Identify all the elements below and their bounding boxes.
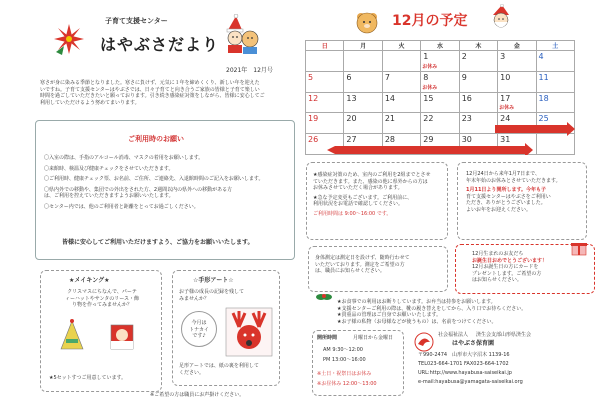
day-number: 12 [308, 93, 319, 103]
santa-icon [488, 4, 514, 34]
measure-line: 身体測定は測定日を設けず、随時行わせて [315, 255, 410, 261]
reindeer-handprint-icon [225, 307, 273, 357]
intro-line: 利用していただけるよう努めてまいります。 [40, 99, 140, 106]
note-line: ★貴重品の管理はご自身でお願いいたします。 [337, 312, 442, 319]
day-number: 30 [461, 135, 472, 145]
day-number: 20 [346, 114, 357, 124]
notice-closing: 皆様に安心してご利用いただけますよう、ご協力をお願いいたします。 [62, 239, 254, 246]
handart-title: ☆手形アート☆ [193, 277, 234, 284]
day-number: 27 [346, 135, 357, 145]
info-box [306, 162, 448, 240]
notice-item: 〇来館時、検温及び健康チェックをさせていただきます。 [44, 165, 174, 172]
hours-title: 開所時間 [317, 335, 338, 341]
calendar-title: 12月の予定 [392, 13, 468, 29]
closure-arrows [305, 50, 575, 155]
bubble-line: 今月は [191, 320, 207, 326]
holiday-label: お休み [422, 63, 438, 70]
notice-item: 〇ご利用時、健康チェック票、お名前、ご住所、ご連絡先、入退館時間のご記入をお願いします。 [44, 176, 264, 183]
handart-line: お子様の成長の記録を残して [179, 289, 245, 295]
birthday-line: 12月生まれのお友だち [472, 251, 524, 257]
notice-title: ご利用時のお願い [128, 135, 184, 143]
note-line: ★お食事での利用はお断りしています。お弁当は持参をお願いします。 [337, 299, 496, 305]
day-number: 21 [384, 114, 396, 124]
year-end-box [457, 162, 587, 240]
day-number: 11 [538, 72, 549, 82]
santa-ornament-icon [105, 321, 139, 353]
meiking-box [40, 270, 162, 392]
hours-note: ※お昼休み 12:00～13:00 [317, 381, 377, 387]
day-number: 9 [461, 72, 467, 82]
weekday-header: 水 [421, 41, 459, 51]
year-end-line: 年末年始のお休みとさせていただきます。 [466, 177, 561, 184]
weekday-header: 金 [498, 41, 536, 51]
hours-pm: PM 13:00～16:00 [323, 357, 366, 363]
day-number: 28 [384, 135, 396, 145]
info-line: 利用状況をお電話で確認してください。 [313, 201, 404, 208]
info-line: お休みさせていただく場合があります。 [313, 185, 403, 192]
weekday-header: 火 [382, 41, 420, 51]
poinsettia-icon [52, 22, 86, 56]
footer-address: 〒990-2474 山形市大字沼木 1139-16 [418, 352, 510, 358]
intro-line: いですね。子育て支援センターはやぶさでは、日々子育てと向き合うご家族の皆様と子育て楽しい [40, 86, 260, 93]
note-line: ★支援センターご利用の際は、靴の履き替えをしてから、入り口でお待ちください。 [337, 305, 527, 312]
info-line: ご利用時間は 9:00～16:00 です。 [313, 210, 392, 217]
day-number: 19 [308, 114, 319, 124]
issue-date: 2021年 12月号 [226, 67, 273, 74]
day-number: 1 [423, 52, 429, 61]
year-end-line: ただき、ありがとうございました。 [466, 200, 546, 207]
birthday-line: はお知らせください。 [472, 277, 522, 284]
day-number: 24 [500, 114, 511, 124]
intro-line: 寒さが身に染みる季節となりました。寒さに負けず、元気に１年を締めくくり、新しい年を迎えた [40, 80, 260, 86]
footer-url[interactable]: URL:http://www.hayabusa-saiseikai.jp [418, 370, 512, 376]
footer-email[interactable]: e-mail:hayabusa@yamagata-saiseikai.org [418, 379, 523, 385]
weekday-header: 木 [459, 41, 497, 51]
weekday-header: 土 [536, 41, 574, 51]
notice-item: は、ご利用を控えていただきますようお願いいたします。 [44, 193, 174, 200]
day-number: 23 [461, 114, 472, 124]
usage-notes [337, 299, 597, 325]
weekday-header: 日 [306, 41, 344, 51]
meiking-title: ★メイキング★ [69, 277, 110, 284]
meiking-line: り物を作ってみませんか？ [71, 302, 132, 309]
day-number: 29 [423, 135, 434, 145]
day-number: 6 [346, 72, 352, 82]
footer-tel: TEL023-664-1701 FAX023-664-1702 [418, 361, 509, 367]
newsletter-title: はやぶさだより [100, 35, 220, 54]
year-end-line: 12月24日から来年1月7日まで、 [466, 171, 540, 177]
year-end-line: 育て支援センターはやぶさをご利用い [466, 193, 551, 200]
notice-box [35, 120, 295, 260]
birthday-line: 12月お誕生日の方にカードを [472, 264, 539, 271]
measurement-box [308, 246, 448, 292]
hours-am: AM 9:30～12:00 [323, 347, 363, 353]
info-line: ★急な予定変更もございます。ご利用前に、 [313, 194, 413, 201]
party-hat-icon [57, 319, 87, 353]
holiday-label: お休み [422, 84, 438, 91]
birthday-line: プレゼントします。ご希望の方 [472, 270, 542, 277]
notice-item: 〇センター内では、他のご利用者と距離をとってお過ごしください。 [44, 203, 199, 210]
meiking-footer: ★5セットすつご用意しています。 [49, 375, 127, 381]
footer-org1: 社会福祉法人 [438, 332, 469, 338]
measure-line: いただいております。測定をご希望の方 [315, 261, 405, 268]
day-number: 5 [308, 72, 314, 82]
meiking-line: ィーハットやサンタのリース・飾 [64, 295, 140, 302]
org-name: 子育て支援センター [105, 17, 168, 25]
meiking-line: クリスマスにちなんで、パーテ [67, 289, 137, 295]
handart-footer: ください。 [179, 369, 205, 376]
day-number: 7 [384, 72, 390, 82]
hours-days: 月曜日から金曜日 [353, 335, 394, 341]
day-number: 26 [308, 135, 319, 145]
notice-item: 〇入室の際は、手指のアルコール消毒、マスクの着用をお願いします。 [44, 155, 204, 161]
handart-footer: 足形アートでは、紙の裏を利用して [179, 363, 259, 369]
birthday-line: お誕生日おめでとうございます！ [472, 257, 548, 264]
bubble-line: です♪ [192, 333, 206, 340]
info-line: ★感染症対策のため、室内のご利用を2組までとさせ [313, 172, 431, 178]
notice-item: 〇県内外での移動や、集団での外出をされた方、2週間以内の県外への移動がある方 [44, 186, 233, 193]
handart-line: みませんか？ [179, 295, 210, 302]
holly-icon [315, 290, 333, 304]
day-number: 14 [384, 93, 396, 103]
year-end-line: 1月11日より開所します。今年も子 [466, 187, 547, 194]
gift-icon [570, 239, 588, 257]
day-number: 16 [461, 93, 472, 103]
measure-line: は、職員にお知らせください。 [315, 268, 385, 275]
day-number: 4 [538, 52, 544, 61]
santa-children-icon [222, 14, 262, 54]
day-number: 17 [500, 93, 511, 103]
day-number: 3 [500, 52, 506, 61]
weekday-header: 月 [344, 41, 382, 51]
hours-box [312, 330, 404, 396]
day-number: 25 [538, 114, 549, 124]
handart-box [172, 270, 280, 386]
hours-note: ※土日・祝祭日はお休み [317, 371, 372, 377]
birthday-box [455, 244, 595, 294]
bubble-line: トナカイ [189, 326, 209, 333]
day-number: 10 [500, 72, 511, 82]
day-number: 22 [423, 114, 434, 124]
speech-bubble [181, 311, 217, 347]
footer-org3: はやぶさ保育園 [452, 340, 495, 347]
holiday-label: お休み [499, 105, 515, 112]
day-number: 31 [500, 135, 511, 145]
day-number: 13 [346, 93, 357, 103]
note-line: ★お子様の私物（お母様などが使うもの）は、名前をつけてください。 [337, 318, 497, 325]
info-line: ていただきます。また、感染の他に県外からの方は [313, 178, 428, 185]
day-number: 8 [423, 72, 429, 82]
bird-logo-icon [414, 332, 434, 352]
footer-org2: 済生会支部山形県済生会 [476, 332, 532, 338]
intro-paragraph [40, 80, 290, 106]
bear-santa-icon [352, 6, 382, 36]
day-number: 15 [423, 93, 434, 103]
intro-line: 時間を過ごしていただきたいと願っております。引き続き感染症対策をしながら、皆様に安心してご [40, 93, 265, 100]
day-number: 18 [538, 93, 549, 103]
year-end-line: よいお年をお迎えください。 [466, 206, 532, 213]
day-number: 2 [461, 52, 467, 61]
handart-footer-note: ※ご希望の方は職員にお声掛けください。 [150, 392, 245, 398]
